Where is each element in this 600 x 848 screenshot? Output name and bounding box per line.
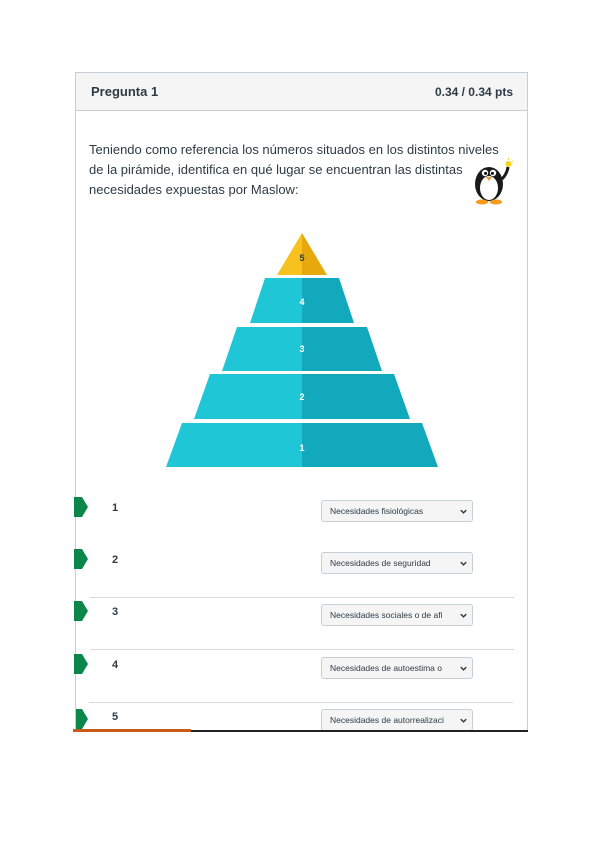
correct-flag-icon xyxy=(74,601,88,621)
chevron-down-icon xyxy=(459,664,468,673)
pyramid-level-4 xyxy=(250,278,354,323)
question-text: Teniendo como referencia los números situados en los distintos niveles de la pirámide, identifica en qué lugar se encuentran las distintas necesidades expuestas por Maslow: xyxy=(89,142,499,197)
answer-select-1[interactable] xyxy=(321,500,473,522)
correct-flag-icon xyxy=(74,497,88,517)
maslow-pyramid xyxy=(166,231,438,471)
progress-accent-bar xyxy=(73,729,191,732)
question-title: Pregunta 1 xyxy=(91,84,159,99)
answer-select-4[interactable] xyxy=(321,657,473,679)
pyramid-level-2 xyxy=(194,374,410,419)
answer-select-value: Necesidades de autorrealizaci xyxy=(330,715,444,725)
chevron-down-icon xyxy=(459,611,468,620)
answer-select-value: Necesidades fisiológicas xyxy=(330,506,424,516)
answer-row-1 xyxy=(76,500,529,552)
question-card xyxy=(75,72,528,732)
question-points: 0.34 / 0.34 pts xyxy=(434,84,513,99)
correct-flag-icon xyxy=(74,654,88,674)
pyramid-label-1: 1 xyxy=(299,443,305,453)
answer-select-2[interactable] xyxy=(321,552,473,574)
answer-select-value: Necesidades sociales o de afi xyxy=(330,610,443,620)
pyramid-level-1 xyxy=(166,423,438,467)
answer-select-5[interactable] xyxy=(321,709,473,731)
pyramid-label-4: 4 xyxy=(299,297,305,307)
penguin-mascot-icon xyxy=(469,157,515,205)
chevron-down-icon xyxy=(459,507,468,516)
chevron-down-icon xyxy=(459,716,468,725)
answer-select-value: Necesidades de seguridad xyxy=(330,558,431,568)
pyramid-level-5 xyxy=(277,233,327,275)
correct-flag-icon xyxy=(76,709,88,729)
answer-select-value: Necesidades de autoestima o xyxy=(330,663,442,673)
row-divider xyxy=(90,649,514,650)
row-divider xyxy=(89,702,513,703)
chevron-down-icon xyxy=(459,559,468,568)
answer-number: 3 xyxy=(112,606,119,618)
pyramid-label-3: 3 xyxy=(299,344,305,354)
pyramid-level-3 xyxy=(222,327,382,371)
correct-flag-icon xyxy=(74,549,88,569)
row-divider xyxy=(90,597,514,598)
question-header xyxy=(76,73,527,111)
pyramid-label-2: 2 xyxy=(299,392,305,402)
answer-number: 2 xyxy=(112,554,119,566)
answer-number: 5 xyxy=(112,711,119,723)
answer-row-5 xyxy=(76,709,529,731)
pyramid-label-5: 5 xyxy=(299,253,305,263)
answer-number: 1 xyxy=(112,502,119,514)
answer-number: 4 xyxy=(112,659,119,671)
answer-select-3[interactable] xyxy=(321,604,473,626)
